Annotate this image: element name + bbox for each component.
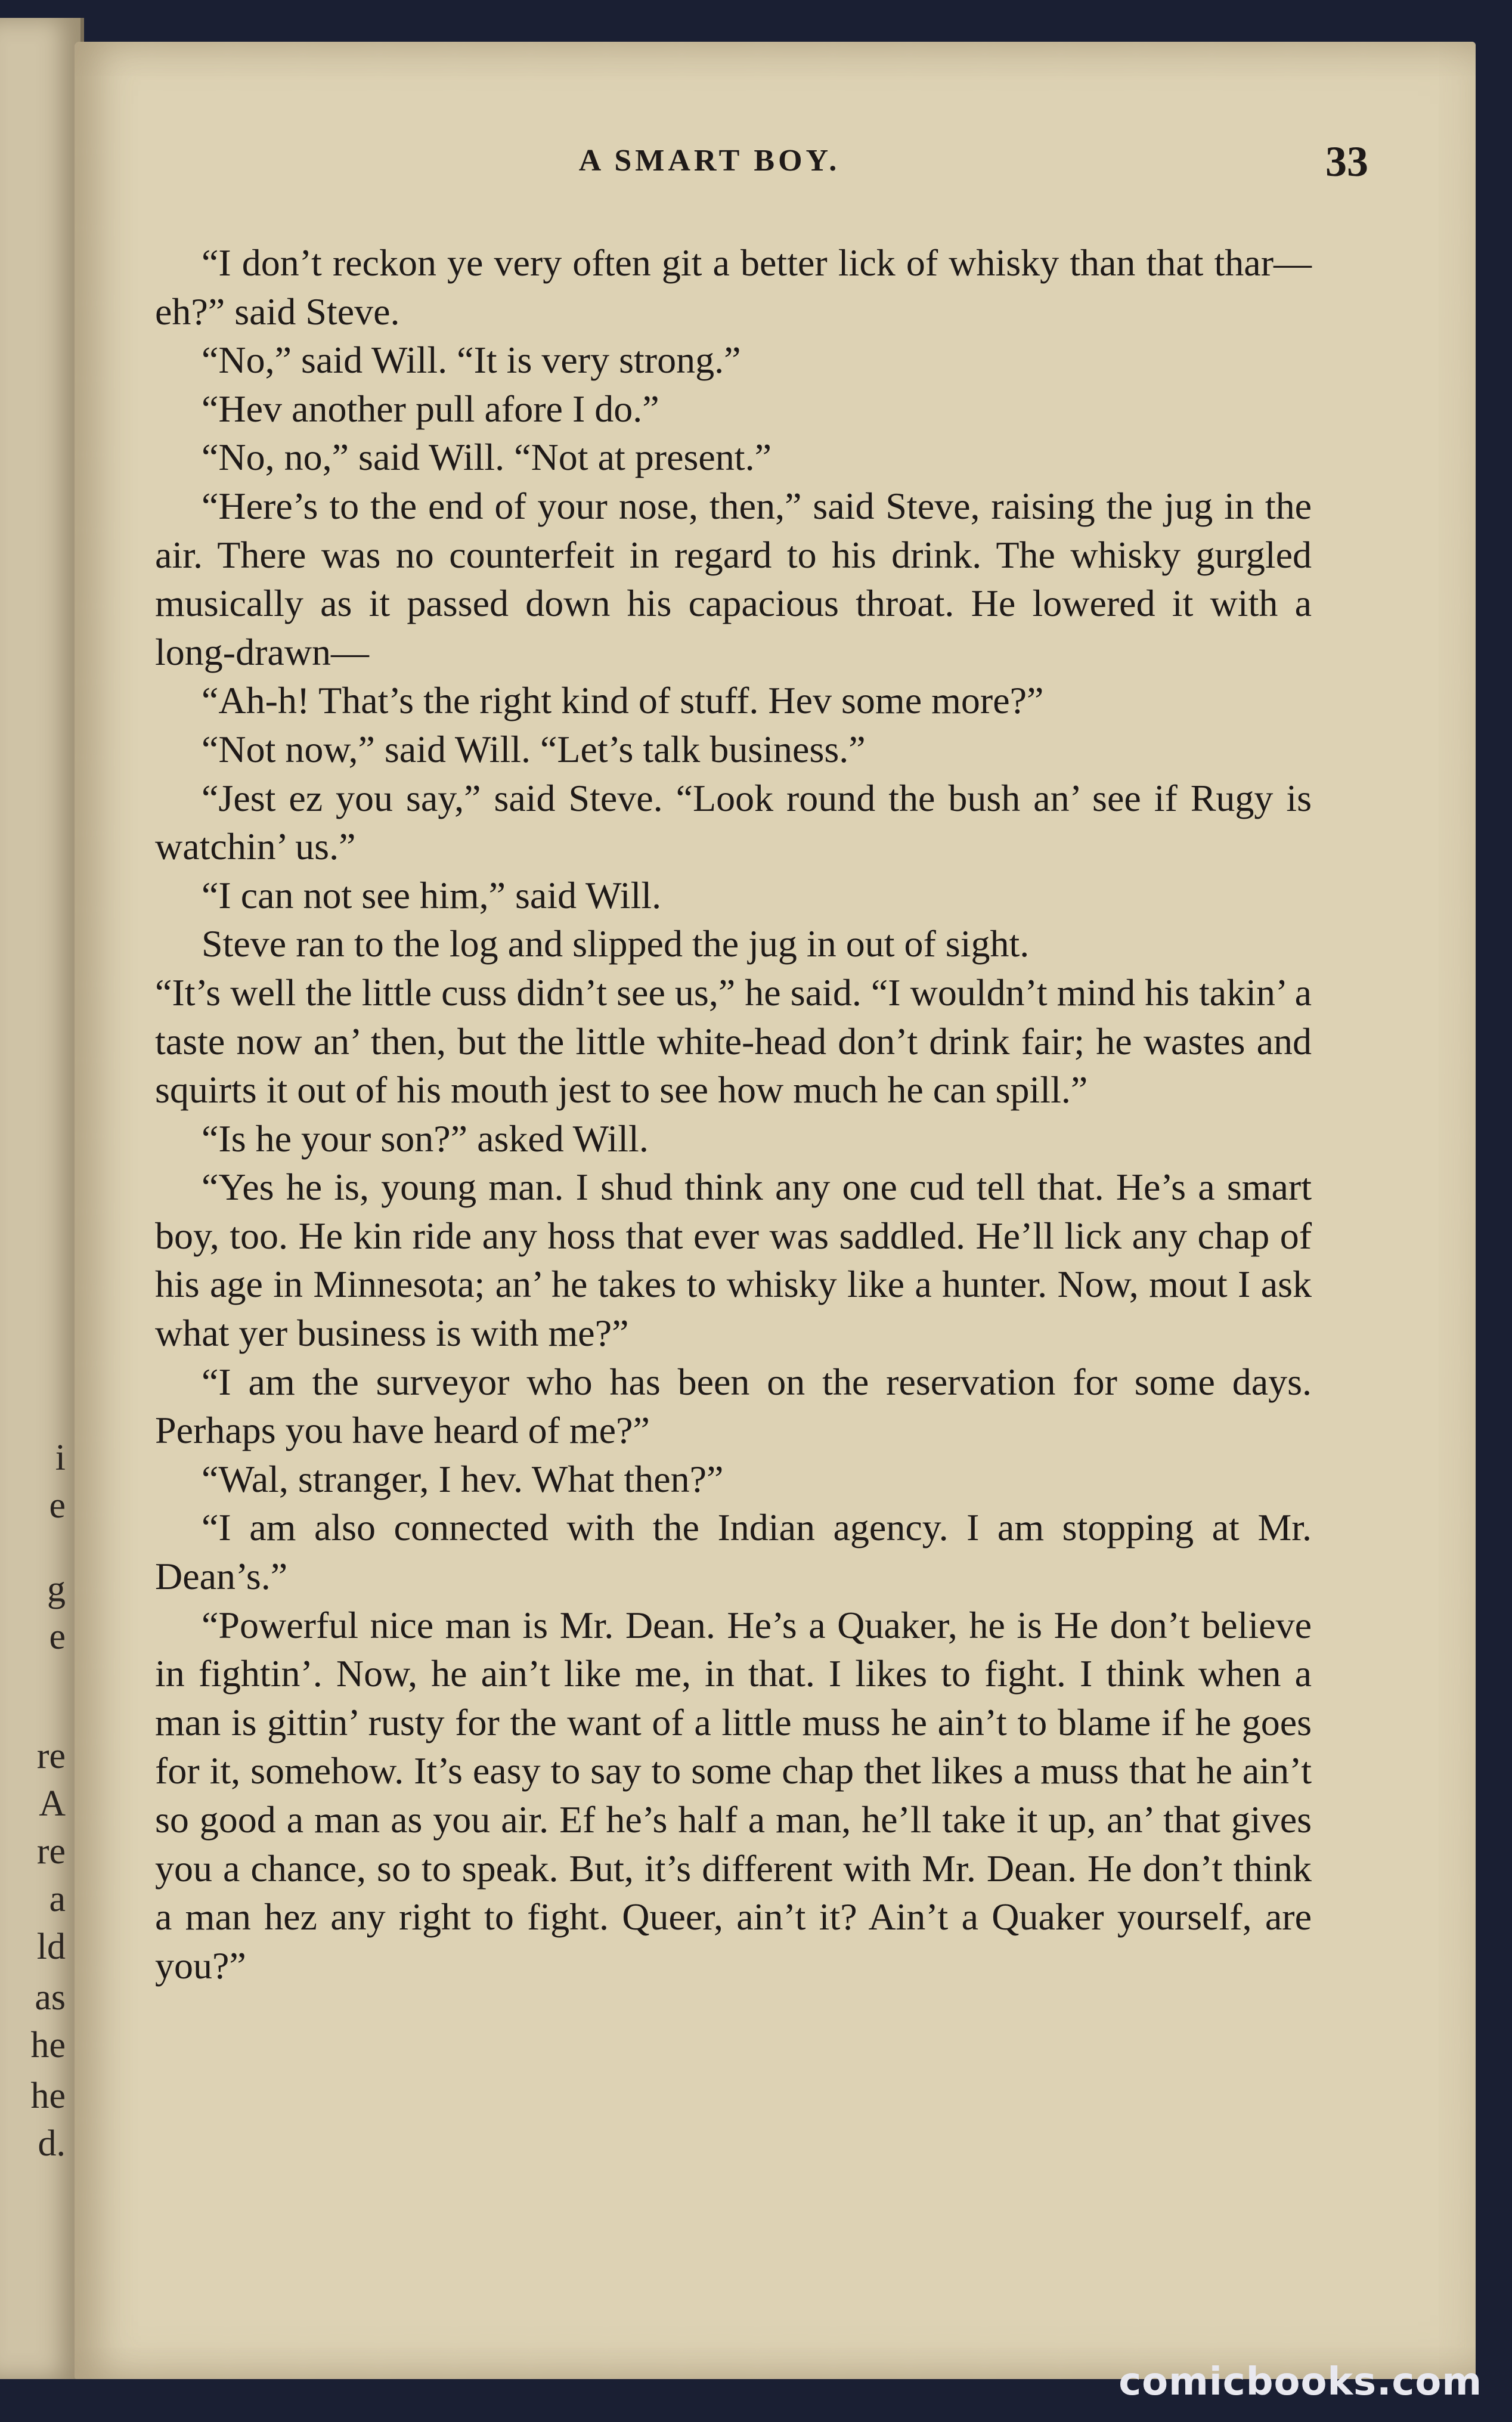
paragraph: “Yes he is, young man. I shud think any one cud tell that. He’s a smart boy, too. He kin ride any hoss that ever was saddled. He’ll lick any chap of his age in Minnesota; an’ he takes to whisky like a hunter. Now, mout I ask what yer business is with me?”	[155, 1166, 1312, 1355]
left-page-edge	[0, 18, 84, 2379]
paragraph: “Hev another pull afore I do.”	[202, 387, 659, 430]
paragraph: “I am the surveyor who has been on the reservation for some days. Perhaps you have heard of me?”	[155, 1360, 1312, 1452]
page-header	[80, 107, 1368, 185]
left-page-fragment: as	[35, 1977, 66, 2018]
watermark: comicbooks.com	[1118, 2360, 1482, 2404]
paragraph: “Jest ez you say,” said Steve. “Look round the bush an’ see if Rugy is watchin’ us.”	[155, 776, 1312, 868]
paragraph: “No,” said Will. “It is very strong.”	[202, 339, 741, 382]
paragraph: “Wal, stranger, I hev. What then?”	[202, 1457, 724, 1500]
left-page-fragment: ld	[36, 1927, 66, 1967]
paragraph: “Is he your son?” asked Will.	[202, 1117, 649, 1160]
paragraph: “I can not see him,” said Will.	[202, 874, 662, 916]
paragraph: Steve ran to the log and slipped the jug in out of sight.	[202, 922, 1030, 965]
paragraph: “No, no,” said Will. “Not at present.”	[202, 436, 772, 479]
left-page-fragment: re	[36, 1831, 66, 1872]
paragraph: “It’s well the little cuss didn’t see us,” he said. “I wouldn’t mind his takin’ a taste now an’ then, but the little white-head don’t drink fair; he wastes and squirts it out of his mouth jest to see how much he can spill.”	[155, 971, 1312, 1111]
left-page-fragment: he	[30, 2076, 66, 2116]
paragraph: “Not now,” said Will. “Let’s talk business.”	[202, 727, 866, 770]
left-page-fragment: e	[49, 1485, 66, 1526]
left-page-fragment: g	[47, 1569, 66, 1609]
left-page-fragment: re	[36, 1736, 66, 1776]
left-page-fragment: A	[39, 1783, 66, 1824]
paragraph: “I don’t reckon ye very often git a better lick of whisky than that thar—eh?” said Steve.	[155, 241, 1312, 333]
paragraph: “I am also connected with the Indian agency. I am stopping at Mr. Dean’s.”	[155, 1506, 1312, 1598]
paragraph: “Powerful nice man is Mr. Dean. He’s a Quaker, he is He don’t believe in fightin’. Now, he ain’t like me, in that. I likes to fight. I think when a man is gittin’ rusty for the want of a little muss he ain’t to blame if he goes for it, somehow. It’s easy to say to some chap thet likes a muss that he ain’t so good a man as you air. Ef he’s half a man, he’ll take it up, an’ that gives you a chance, so to speak. But, it’s different with Mr. Dean. He don’t think a man hez any right to fight. Queer, ain’t it? Ain’t a Quaker yourself, are you?”	[155, 1603, 1312, 1987]
paragraph: “Ah-h! That’s the right kind of stuff. Hev some more?”	[202, 679, 1044, 722]
running-head: A SMART BOY.	[578, 144, 841, 178]
paragraph: “Here’s to the end of your nose, then,” said Steve, raising the jug in the air. There was no counterfeit in regard to his drink. The whisky gurgled musically as it passed down his capacious throat. He lowered it with a long-drawn—	[155, 484, 1312, 673]
body-text	[155, 239, 1312, 1990]
left-page-fragment: he	[30, 2025, 66, 2065]
left-page-fragment: i	[55, 1438, 66, 1478]
left-page-fragment: a	[49, 1879, 66, 1919]
left-page-fragment: d.	[38, 2123, 66, 2164]
page-number: 33	[1325, 138, 1368, 185]
left-page-fragment: e	[49, 1616, 66, 1657]
